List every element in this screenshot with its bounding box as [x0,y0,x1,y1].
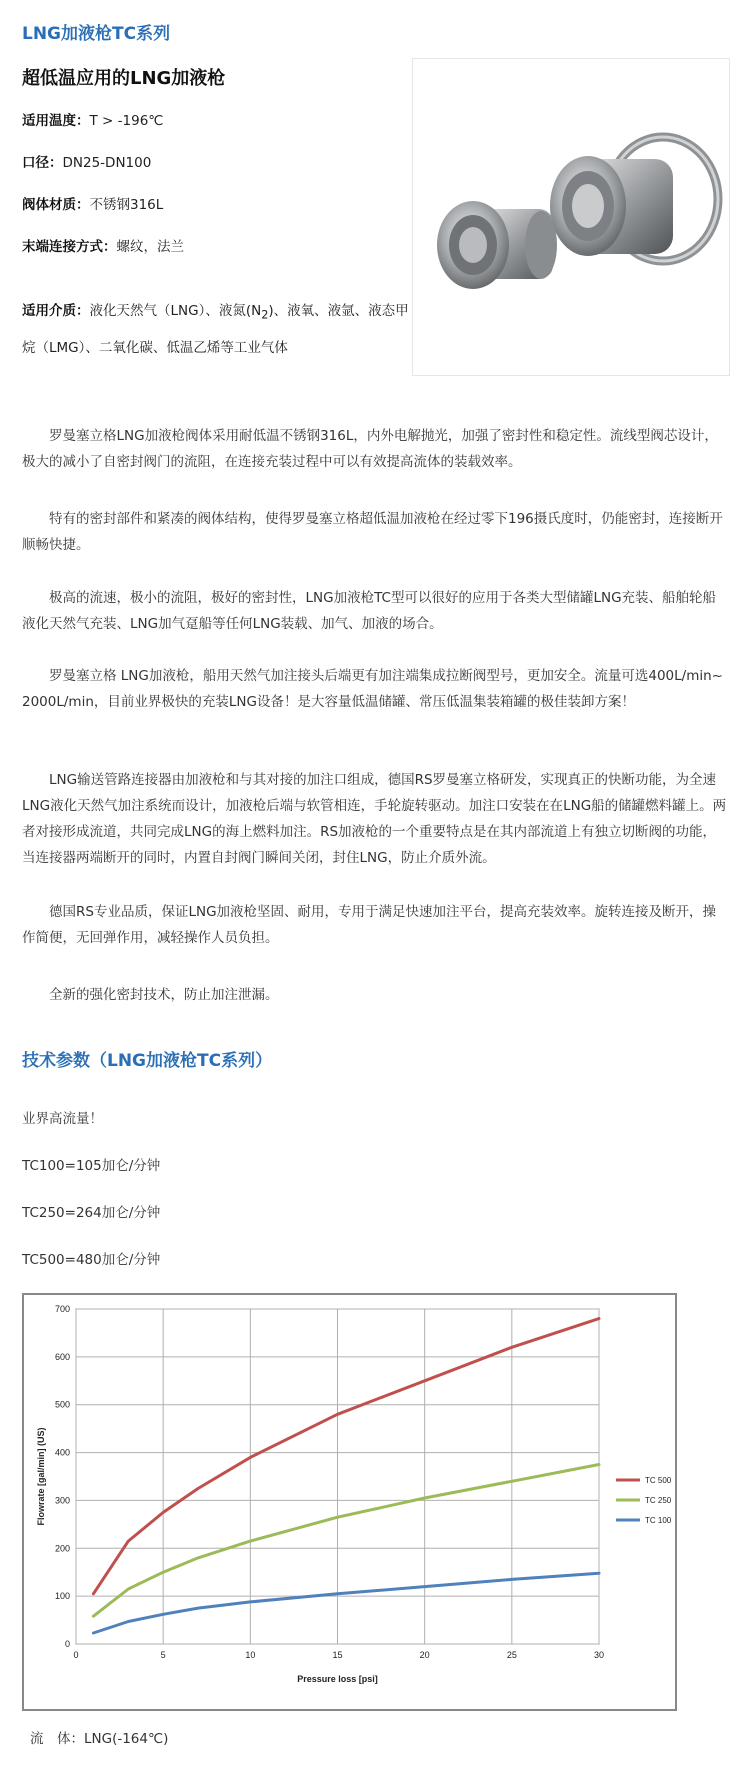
tech-line-3: TC250=264加仑/分钟 [22,1205,161,1221]
y-tick-label: 100 [54,1591,70,1602]
flowrate-chart [22,1293,677,1711]
page-title: LNG加液枪TC系列 [22,24,171,44]
x-tick-label: 30 [593,1650,605,1660]
tech-title: 技术参数（LNG加液枪TC系列） [22,1051,273,1071]
paragraph-4: 罗曼塞立格 LNG加液枪，船用天然气加注接头后端更有加注端集成拉断阀型号，更加安全。流量可选400L/min~ 2000L/min，目前业界极快的充装LNG设备！是大容量低温储罐、常压低温集装箱罐的极佳装卸方案！ [22,668,723,710]
y-axis-label: Flowrate [gal/min] (US) [36,1427,46,1526]
spec-connection: 末端连接方式：螺纹，法兰 [22,239,184,255]
y-tick-label: 700 [54,1304,70,1314]
paragraph-3: 极高的流速，极小的流阻，极好的密封性，LNG加液枪TC型可以很好的应用于各类大型储罐LNG充装、船舶轮船液化天然气充装、LNG加气趸船等任何LNG装载、加气、加液的场合。 [22,590,717,632]
flowrate-chart-svg [24,1295,675,1709]
legend-label: TC 500 [645,1476,672,1485]
tech-line-2: TC100=105加仑/分钟 [22,1158,161,1174]
x-tick-label: 0 [73,1650,79,1660]
paragraph-7: 全新的强化密封技术，防止加注泄漏。 [49,987,279,1003]
paragraph-2: 特有的密封部件和紧凑的阀体结构，使得罗曼塞立格超低温加液枪在经过零下196摄氏度时，仍能密封，连接断开顺畅快捷。 [22,511,723,553]
y-tick-label: 0 [64,1639,70,1649]
spec-temperature: 适用温度：T > -196℃ [22,113,164,129]
y-tick-label: 500 [54,1399,70,1410]
tech-line-4: TC500=480加仑/分钟 [22,1252,161,1268]
legend-label: TC 250 [645,1496,672,1505]
spec-caliber: 口径：DN25-DN100 [22,155,152,171]
paragraph-5: LNG输送管路连接器由加液枪和与其对接的加注口组成，德国RS罗曼塞立格研发，实现真正的快断功能，为全速LNG液化天然气加注系统而设计，加液枪后端与软管相连，手轮旋转驱动。加注口安装在在LNG船的储罐燃料罐上。两者对接形成流道，共同完成LNG的海上燃料加注。RS加液枪的一个重要特点是在其内部流道上有独立切断阀的功能，当连接器两端断开的同时，内置自封阀门瞬间关闭，封住LNG，防止介质外流。 [22,772,727,866]
y-tick-label: 200 [54,1543,70,1554]
y-tick-label: 300 [54,1495,70,1506]
x-tick-label: 25 [506,1650,517,1660]
lng-nozzle-image [413,59,729,375]
spec-media: 适用介质：液化天然气（LNG）、液氮$(N_2)$、液氧、液氩、液态甲烷（LMG）、二氧化碳、低温乙烯等工业气体 [22,303,409,356]
spec-material: 阀体材质：不锈钢316L [22,197,164,213]
legend-label: TC 100 [645,1516,672,1525]
y-tick-label: 400 [54,1447,70,1458]
paragraph-6: 德国RS专业品质，保证LNG加液枪坚固、耐用，专用于满足快速加注平台，提高充装效率。旋转连接及断开，操作简便，无回弹作用，减轻操作人员负担。 [22,904,717,946]
x-tick-label: 5 [160,1650,166,1660]
y-tick-label: 600 [54,1351,70,1362]
fluid-line: 流 体：LNG(-164℃) [30,1731,169,1747]
x-tick-label: 10 [245,1650,256,1660]
paragraph-1: 罗曼塞立格LNG加液枪阀体采用耐低温不锈钢316L，内外电解抛光，加强了密封性和稳定性。流线型阀芯设计，极大的减小了自密封阀门的流阻，在连接充装过程中可以有效提高流体的装载效率。 [22,428,718,470]
tech-line-1: 业界高流量！ [22,1111,103,1127]
x-tick-label: 15 [332,1650,343,1660]
x-axis-label: Pressure loss [psi] [297,1674,378,1684]
product-photo [412,58,730,376]
product-subtitle: 超低温应用的LNG加液枪 [22,68,226,89]
x-tick-label: 20 [419,1650,430,1660]
